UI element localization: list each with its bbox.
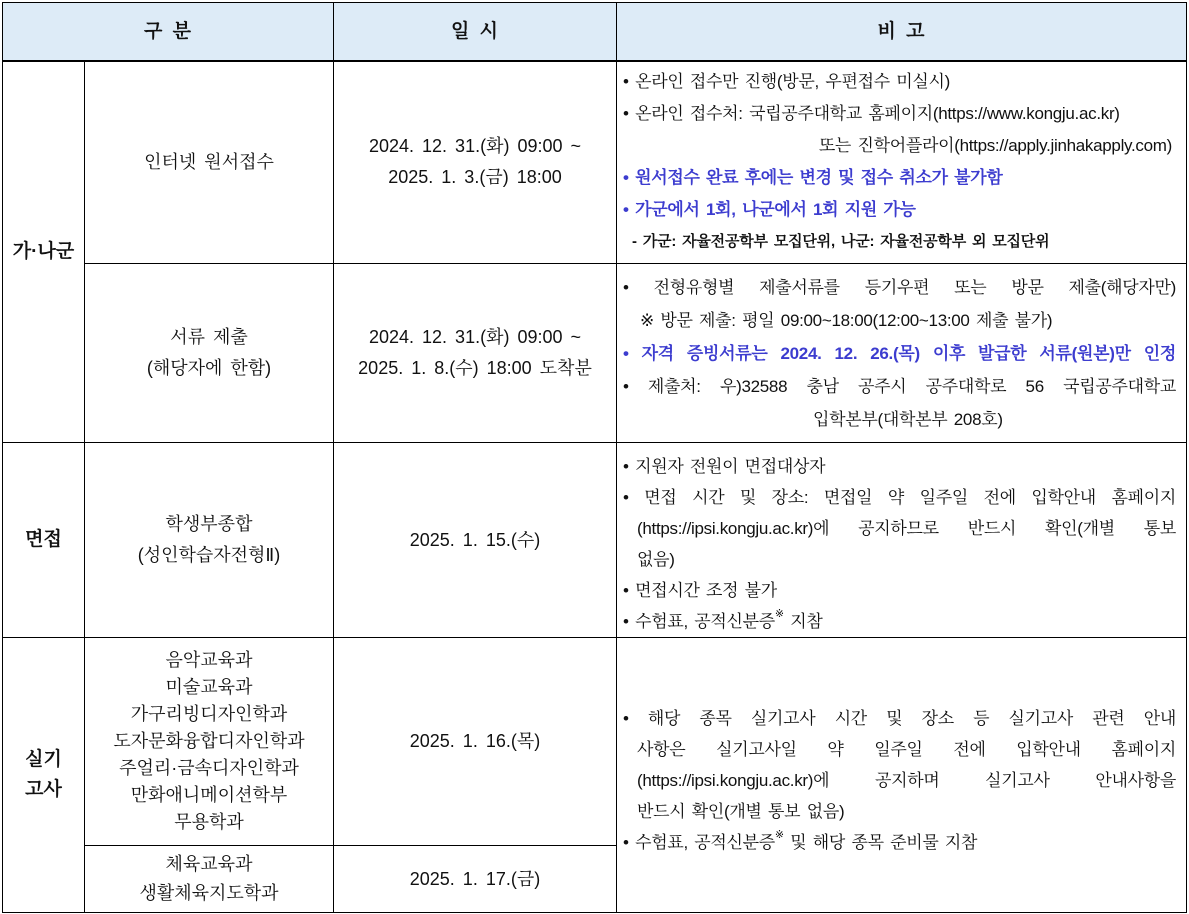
department-name: 미술교육과 [165, 677, 253, 697]
group-ga-na-cell [2, 60, 85, 443]
interview-category-note: (성인학습자전형Ⅱ) [137, 545, 281, 565]
group-practical-cell [2, 637, 85, 913]
remark-line: • 전형유형별 제출서류를 등기우편 또는 방문 제출(해당자만) [623, 277, 1176, 297]
group-interview-cell [2, 442, 85, 638]
interview-category-cell [84, 442, 334, 638]
remark-line: • 면접 시간 및 장소: 면접일 약 일주일 전에 입학안내 홈페이지 [623, 488, 1176, 507]
remark-id-note-line [623, 606, 1176, 637]
department-name: 무용학과 [174, 812, 244, 832]
remark-line: • 제출처: 우)32588 충남 공주시 공주대학로 56 국립공주대학교 [623, 376, 1176, 396]
remark-line: • 온라인 접수처: 국립공주대학교 홈페이지(https://www.kongju.ac.kr) [623, 104, 1120, 123]
documents-schedule-cell [333, 263, 617, 443]
documents-remarks-cell [616, 263, 1187, 443]
department-name: 체육교육과 [165, 854, 253, 874]
remark-line: 입학본부(대학본부 208호) [813, 409, 1003, 429]
practical-day2-schedule-cell [333, 845, 617, 913]
interview-schedule: 2025. 1. 15.(수) [409, 529, 541, 550]
practical-day1-schedule: 2025. 1. 16.(목) [409, 731, 541, 751]
header-remarks-cell [616, 2, 1187, 62]
header-remarks: 비 고 [877, 21, 926, 42]
remark-id-note-rest: 및 해당 종목 준비물 지참 [783, 832, 978, 852]
remark-emphasis-line: • 원서접수 완료 후에는 변경 및 접수 취소가 불가함 [623, 168, 1003, 187]
remark-id-note-text: • 수험표, 공적신분증 [623, 832, 775, 852]
reference-mark: ※ [774, 608, 784, 620]
interview-remarks-cell [616, 442, 1187, 638]
remark-line: 없음) [637, 550, 675, 569]
remark-id-note-text: • 수험표, 공적신분증 [623, 612, 775, 631]
remark-id-note-line [623, 827, 1176, 858]
remark-line: • 면접시간 조정 불가 [623, 581, 777, 600]
practical-day1-schedule-cell [333, 637, 617, 846]
department-name: 주얼리·금속디자인학과 [119, 758, 299, 778]
department-name: 생활체육지도학과 [139, 883, 279, 903]
group-practical-line: 실기 [25, 749, 62, 770]
documents-category-note: (해당자에 한함) [146, 358, 272, 378]
remark-line: • 온라인 접수만 진행(방문, 우편접수 미실시) [623, 72, 950, 91]
group-interview: 면접 [25, 529, 62, 550]
documents-category-cell [84, 263, 334, 443]
remark-id-note-rest: 지참 [783, 612, 823, 631]
department-name: 도자문화융합디자인학과 [113, 731, 305, 751]
header-category: 구 분 [144, 21, 192, 42]
group-practical-line: 고사 [25, 779, 62, 800]
application-category-cell [84, 60, 334, 264]
documents-schedule-start: 2024. 12. 31.(화) 09:00 ~ [368, 327, 582, 347]
header-schedule-cell [333, 2, 617, 62]
practical-remarks-cell [616, 637, 1187, 913]
application-remarks-cell [616, 60, 1187, 264]
remark-line: • 해당 종목 실기고사 시간 및 장소 등 실기고사 관련 안내 [623, 708, 1176, 728]
application-category: 인터넷 원서접수 [144, 151, 274, 172]
department-name: 가구리빙디자인학과 [130, 704, 288, 724]
department-name: 만화애니메이션학부 [130, 785, 288, 805]
remark-line: ※ 방문 제출: 평일 09:00~18:00(12:00~13:00 제출 불가) [640, 310, 1053, 330]
application-schedule-start: 2024. 12. 31.(화) 09:00 ~ [368, 136, 582, 156]
documents-schedule-end: 2025. 1. 8.(수) 18:00 도착분 [358, 358, 592, 378]
application-schedule-end: 2025. 1. 3.(금) 18:00 [388, 167, 562, 187]
remark-line: 반드시 확인(개별 통보 없음) [637, 801, 845, 821]
reference-mark: ※ [774, 828, 784, 841]
application-schedule-cell [333, 60, 617, 264]
header-category-cell [2, 2, 334, 62]
interview-category: 학생부종합 [165, 514, 253, 534]
interview-schedule-cell [333, 442, 617, 638]
remark-line: (https://ipsi.kongju.ac.kr)에 공지하므로 반드시 확인(개별 통보 [637, 519, 1176, 538]
remark-line: • 지원자 전원이 면접대상자 [623, 457, 826, 476]
remark-line: (https://ipsi.kongju.ac.kr)에 공지하며 실기고사 안내사항을 [637, 770, 1176, 790]
remark-emphasis-line: • 가군에서 1회, 나군에서 1회 지원 가능 [623, 200, 916, 219]
remark-line: 사항은 실기고사일 약 일주일 전에 입학안내 홈페이지 [637, 739, 1176, 759]
header-schedule: 일 시 [451, 21, 499, 42]
practical-day2-departments-cell [84, 845, 334, 913]
documents-category: 서류 제출 [170, 327, 248, 347]
remark-emphasis-line: • 자격 증빙서류는 2024. 12. 26.(목) 이후 발급한 서류(원본)만 인정 [623, 343, 1176, 363]
practical-day2-schedule: 2025. 1. 17.(금) [409, 868, 541, 889]
remark-line: 또는 진학어플라이(https://apply.jinhakapply.com) [818, 136, 1172, 155]
remark-note-line: - 가군: 자율전공학부 모집단위, 나군: 자율전공학부 외 모집단위 [632, 233, 1050, 250]
department-name: 음악교육과 [165, 650, 253, 670]
group-ga-na: 가·나군 [12, 240, 75, 262]
practical-day1-departments-cell [84, 637, 334, 846]
